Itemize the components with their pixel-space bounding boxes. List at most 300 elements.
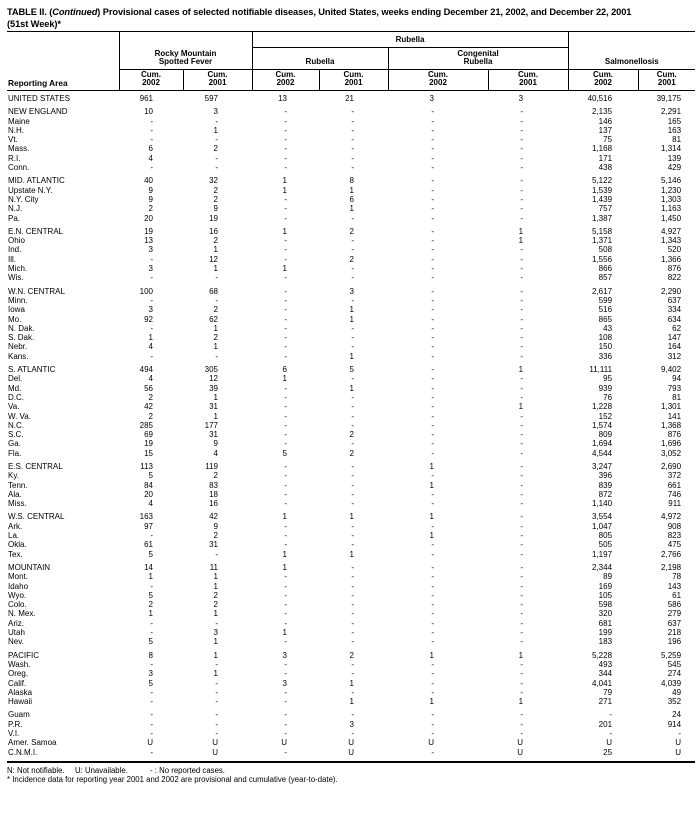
value-cell: - xyxy=(431,392,434,402)
value-cell: 1 xyxy=(213,392,218,402)
value-cell: - xyxy=(520,461,524,471)
value-cell: - xyxy=(150,125,153,135)
area-cell: Maine xyxy=(8,116,30,126)
value-cell: - xyxy=(150,135,153,145)
value-cell: 3 xyxy=(282,650,287,660)
value-cell: 3 xyxy=(213,107,218,117)
value-cell: 586 xyxy=(667,600,682,610)
table-row xyxy=(7,117,695,126)
value-cell: 793 xyxy=(667,383,682,393)
value-cell: 1 xyxy=(282,512,287,522)
value-cell: 76 xyxy=(603,392,613,402)
value-cell: - xyxy=(215,659,218,669)
value-cell: 171 xyxy=(598,153,613,163)
table-row xyxy=(7,186,695,195)
value-cell: 165 xyxy=(667,116,682,126)
value-cell: - xyxy=(284,125,287,135)
value-cell: - xyxy=(431,562,434,572)
value-cell: U xyxy=(428,738,434,748)
value-cell: 5,259 xyxy=(661,650,682,660)
header-corner-cell xyxy=(7,32,119,48)
value-cell: 3 xyxy=(148,264,153,274)
value-cell: - xyxy=(431,600,434,610)
area-cell: Minn. xyxy=(8,295,28,305)
header-col-rmsf-2002: Cum. 2002 xyxy=(119,70,183,91)
value-cell: - xyxy=(431,383,434,393)
value-cell: - xyxy=(351,659,354,669)
table-row xyxy=(7,531,695,540)
area-cell: Ky. xyxy=(8,471,19,481)
value-cell: - xyxy=(431,499,434,509)
value-cell: U xyxy=(675,747,682,757)
value-cell: - xyxy=(431,430,434,440)
value-cell: - xyxy=(351,236,354,246)
table-row xyxy=(7,651,695,660)
value-cell: 1 xyxy=(213,572,218,582)
value-cell: - xyxy=(351,590,354,600)
value-cell: 1 xyxy=(429,697,434,707)
value-cell: 1,387 xyxy=(592,213,613,223)
value-cell: 100 xyxy=(139,286,153,296)
value-cell: - xyxy=(215,729,218,738)
value-cell: 150 xyxy=(598,342,613,352)
value-cell: - xyxy=(431,351,434,361)
notifiable-diseases-table xyxy=(7,31,695,757)
value-cell: - xyxy=(520,499,524,509)
value-cell: 40 xyxy=(144,176,153,186)
table-bottom-rule xyxy=(7,761,695,763)
value-cell: - xyxy=(215,295,218,305)
table-title-line2: (51st Week)* xyxy=(7,18,61,29)
value-cell: - xyxy=(431,125,434,135)
value-cell: - xyxy=(678,729,682,738)
value-cell: - xyxy=(431,245,434,255)
table-row xyxy=(7,227,695,236)
value-cell: - xyxy=(431,273,434,283)
table-row xyxy=(7,697,695,706)
value-cell: - xyxy=(284,637,287,647)
value-cell: 61 xyxy=(144,540,153,550)
value-cell: 746 xyxy=(667,489,682,499)
value-cell: 169 xyxy=(598,581,613,591)
value-cell: - xyxy=(520,609,524,619)
value-cell: 1 xyxy=(518,402,524,412)
value-cell: - xyxy=(351,489,354,499)
value-cell: 146 xyxy=(598,116,613,126)
value-cell: 1 xyxy=(282,628,287,638)
value-cell: 94 xyxy=(672,374,682,384)
value-cell: - xyxy=(520,176,524,186)
area-cell: D.C. xyxy=(8,392,24,402)
value-cell: 1,168 xyxy=(592,144,613,154)
value-cell: - xyxy=(215,153,218,163)
value-cell: - xyxy=(351,669,354,679)
value-cell: 1,539 xyxy=(592,185,613,195)
footnotes xyxy=(7,766,694,785)
value-cell: - xyxy=(150,581,153,591)
value-cell: - xyxy=(284,286,287,296)
value-cell: - xyxy=(520,185,524,195)
value-cell: 9 xyxy=(148,194,153,204)
value-cell: - xyxy=(215,719,218,729)
value-cell: 438 xyxy=(598,163,613,173)
table-row xyxy=(7,591,695,600)
value-cell: 3 xyxy=(349,719,354,729)
table-row xyxy=(7,195,695,204)
area-cell: Mass. xyxy=(8,144,30,154)
value-cell: - xyxy=(431,628,434,638)
area-cell: UNITED STATES xyxy=(8,94,70,103)
value-cell: 2 xyxy=(349,448,354,458)
value-cell: - xyxy=(431,448,434,458)
table-row xyxy=(7,499,695,508)
value-cell: - xyxy=(284,295,287,305)
value-cell: - xyxy=(520,710,524,720)
value-cell: 1 xyxy=(213,125,218,135)
value-cell: - xyxy=(284,213,287,223)
value-cell: - xyxy=(520,125,524,135)
value-cell: - xyxy=(284,135,287,145)
value-cell: - xyxy=(520,562,524,572)
table-row xyxy=(7,352,695,361)
value-cell: 1 xyxy=(349,549,354,559)
value-cell: U xyxy=(517,747,524,757)
value-cell: - xyxy=(351,531,354,541)
value-cell: 1 xyxy=(213,669,218,679)
value-cell: 62 xyxy=(672,323,682,333)
value-cell: 12 xyxy=(209,374,218,384)
value-cell: 2,344 xyxy=(592,562,613,572)
value-cell: - xyxy=(431,581,434,591)
value-cell: 2,766 xyxy=(661,549,682,559)
area-cell: Guam xyxy=(8,710,30,720)
table-row xyxy=(7,393,695,402)
table-row xyxy=(7,324,695,333)
value-cell: - xyxy=(520,719,524,729)
value-cell: 3 xyxy=(518,94,524,103)
value-cell: - xyxy=(520,383,524,393)
value-cell: - xyxy=(351,213,354,223)
value-cell: 508 xyxy=(598,245,613,255)
value-cell: 40,516 xyxy=(587,94,613,103)
value-cell: 18 xyxy=(209,489,218,499)
value-cell: 177 xyxy=(204,420,218,430)
table-row xyxy=(7,214,695,223)
value-cell: 520 xyxy=(667,245,682,255)
value-cell: 2 xyxy=(213,590,218,600)
value-cell: - xyxy=(520,572,524,582)
value-cell: - xyxy=(520,194,524,204)
value-cell: - xyxy=(609,710,613,720)
value-cell: - xyxy=(150,710,153,720)
table-row xyxy=(7,669,695,678)
area-cell: N. Mex. xyxy=(8,609,36,619)
value-cell: - xyxy=(215,678,218,688)
value-cell: 2 xyxy=(349,650,354,660)
value-cell: - xyxy=(520,264,524,274)
value-cell: 137 xyxy=(598,125,613,135)
value-cell: 3 xyxy=(349,286,354,296)
value-cell: 1 xyxy=(282,176,287,186)
value-cell: - xyxy=(351,471,354,481)
value-cell: - xyxy=(284,729,287,738)
value-cell: 1 xyxy=(518,650,524,660)
value-cell: - xyxy=(520,687,524,697)
value-cell: - xyxy=(284,439,287,449)
value-cell: 1 xyxy=(213,581,218,591)
value-cell: 634 xyxy=(667,314,682,324)
value-cell: 9,402 xyxy=(661,365,682,375)
header-spacer-cell xyxy=(7,48,119,70)
value-cell: 2 xyxy=(148,600,153,610)
value-cell: - xyxy=(215,135,218,145)
value-cell: - xyxy=(520,521,524,531)
value-cell: 1,303 xyxy=(661,194,682,204)
value-cell: - xyxy=(431,365,434,375)
value-cell: - xyxy=(520,669,524,679)
value-cell: - xyxy=(520,153,524,163)
area-cell: Miss. xyxy=(8,499,27,509)
value-cell: 61 xyxy=(672,590,682,600)
value-cell: - xyxy=(351,637,354,647)
value-cell: 9 xyxy=(148,185,153,195)
value-cell: 1,371 xyxy=(592,236,613,246)
value-cell: - xyxy=(351,687,354,697)
value-cell: - xyxy=(351,392,354,402)
value-cell: 1 xyxy=(282,562,287,572)
value-cell: 201 xyxy=(598,719,613,729)
area-cell: E.N. CENTRAL xyxy=(8,226,64,236)
value-cell: 2 xyxy=(148,204,153,214)
area-cell: E.S. CENTRAL xyxy=(8,461,63,471)
value-cell: - xyxy=(520,637,524,647)
value-cell: 5,158 xyxy=(592,226,613,236)
value-cell: 147 xyxy=(667,333,682,343)
value-cell: - xyxy=(284,420,287,430)
area-cell: N.Y. City xyxy=(8,194,39,204)
value-cell: - xyxy=(150,351,153,361)
value-cell: - xyxy=(431,204,434,214)
value-cell: 914 xyxy=(667,719,682,729)
value-cell: 1 xyxy=(349,351,354,361)
table-row xyxy=(7,600,695,609)
value-cell: 1 xyxy=(349,185,354,195)
value-cell: 1,197 xyxy=(592,549,613,559)
header-group-salmonellosis: Salmonellosis xyxy=(568,32,695,70)
value-cell: 9 xyxy=(213,204,218,214)
value-cell: - xyxy=(351,480,354,490)
value-cell: - xyxy=(284,402,287,412)
value-cell: 4,041 xyxy=(592,678,613,688)
value-cell: - xyxy=(284,107,287,117)
value-cell: - xyxy=(431,549,434,559)
value-cell: 42 xyxy=(144,402,153,412)
value-cell: 823 xyxy=(667,531,682,541)
value-cell: 1 xyxy=(213,342,218,352)
value-cell: - xyxy=(215,163,218,173)
area-cell: Mont. xyxy=(8,572,29,582)
value-cell: U xyxy=(281,738,287,748)
value-cell: - xyxy=(431,295,434,305)
value-cell: - xyxy=(431,226,434,236)
value-cell: 2 xyxy=(213,194,218,204)
value-cell: 1 xyxy=(282,549,287,559)
value-cell: - xyxy=(431,213,434,223)
value-cell: 163 xyxy=(139,512,153,522)
value-cell: - xyxy=(284,116,287,126)
table-row xyxy=(7,688,695,697)
value-cell: - xyxy=(284,719,287,729)
value-cell: 5 xyxy=(148,678,153,688)
value-cell: 81 xyxy=(672,392,682,402)
value-cell: 1 xyxy=(429,531,434,541)
value-cell: - xyxy=(150,295,153,305)
value-cell: 1 xyxy=(213,264,218,274)
table-row xyxy=(7,333,695,342)
value-cell: - xyxy=(284,430,287,440)
table-row xyxy=(7,439,695,448)
value-cell: 11,111 xyxy=(589,365,613,375)
value-cell: 2 xyxy=(213,236,218,246)
value-cell: - xyxy=(284,163,287,173)
value-cell: 598 xyxy=(598,600,613,610)
value-cell: 1,228 xyxy=(592,402,613,412)
value-cell: - xyxy=(284,659,287,669)
value-cell: - xyxy=(520,286,524,296)
value-cell: - xyxy=(284,540,287,550)
footnote-incidence: * Incidence data for reporting year 2001 and 2002 are provisional and cumulative (year-to-date). xyxy=(7,775,338,785)
value-cell: 2 xyxy=(148,392,153,402)
value-cell: - xyxy=(284,489,287,499)
table-row xyxy=(7,710,695,719)
area-cell: Pa. xyxy=(8,213,21,223)
value-cell: 2,135 xyxy=(592,107,613,117)
value-cell: 637 xyxy=(667,618,682,628)
table-row xyxy=(7,481,695,490)
value-cell: 183 xyxy=(598,637,613,647)
value-cell: 285 xyxy=(139,420,153,430)
value-cell: - xyxy=(284,710,287,720)
value-cell: - xyxy=(431,135,434,145)
value-cell: - xyxy=(431,286,434,296)
value-cell: - xyxy=(431,540,434,550)
area-cell: Mo. xyxy=(8,314,22,324)
value-cell: - xyxy=(351,540,354,550)
table-row xyxy=(7,107,695,116)
value-cell: 31 xyxy=(209,540,218,550)
value-cell: 2 xyxy=(148,411,153,421)
value-cell: - xyxy=(284,342,287,352)
value-cell: 1 xyxy=(282,374,287,384)
value-cell: 939 xyxy=(598,383,613,393)
table-row xyxy=(7,273,695,282)
value-cell: - xyxy=(150,254,153,264)
value-cell: 39 xyxy=(209,383,218,393)
value-cell: - xyxy=(520,333,524,343)
table-row xyxy=(7,412,695,421)
value-cell: 32 xyxy=(209,176,218,186)
value-cell: U xyxy=(212,738,218,748)
table-row xyxy=(7,296,695,305)
value-cell: - xyxy=(520,549,524,559)
value-cell: - xyxy=(351,461,354,471)
header-col-rubella-2002: Cum. 2002 xyxy=(252,70,319,91)
value-cell: 92 xyxy=(144,314,153,324)
table-row xyxy=(7,315,695,324)
value-cell: - xyxy=(431,163,434,173)
value-cell: - xyxy=(150,697,153,707)
value-cell: 4,972 xyxy=(661,512,682,522)
value-cell: 3 xyxy=(148,669,153,679)
area-cell: Idaho xyxy=(8,581,29,591)
area-cell: Okla. xyxy=(8,540,27,550)
value-cell: 3 xyxy=(148,305,153,315)
area-cell: N. Dak. xyxy=(8,323,35,333)
value-cell: 3,554 xyxy=(592,512,613,522)
value-cell: - xyxy=(431,729,434,738)
value-cell: 320 xyxy=(598,609,613,619)
value-cell: 1 xyxy=(282,226,287,236)
value-cell: - xyxy=(284,697,287,707)
value-cell: 5 xyxy=(282,448,287,458)
value-cell: - xyxy=(520,678,524,688)
value-cell: - xyxy=(284,144,287,154)
area-cell: Md. xyxy=(8,383,22,393)
value-cell: 95 xyxy=(603,374,613,384)
value-cell: 1 xyxy=(429,461,434,471)
value-cell: - xyxy=(520,659,524,669)
value-cell: - xyxy=(150,687,153,697)
value-cell: - xyxy=(431,402,434,412)
value-cell: - xyxy=(284,480,287,490)
value-cell: 1 xyxy=(518,236,524,246)
value-cell: - xyxy=(431,305,434,315)
value-cell: 6 xyxy=(282,365,287,375)
value-cell: - xyxy=(431,107,434,117)
table-row xyxy=(7,154,695,163)
value-cell: - xyxy=(150,618,153,628)
value-cell: - xyxy=(284,236,287,246)
area-cell: V.I. xyxy=(8,729,20,738)
area-cell: Ohio xyxy=(8,236,25,246)
value-cell: - xyxy=(520,581,524,591)
value-cell: - xyxy=(431,185,434,195)
value-cell: - xyxy=(284,245,287,255)
value-cell: - xyxy=(431,710,434,720)
value-cell: 1,366 xyxy=(661,254,682,264)
area-cell: P.R. xyxy=(8,719,23,729)
value-cell: - xyxy=(431,637,434,647)
table-row xyxy=(7,619,695,628)
area-cell: Calif. xyxy=(8,678,27,688)
value-cell: - xyxy=(520,374,524,384)
value-cell: 1 xyxy=(213,323,218,333)
value-cell: 1,301 xyxy=(661,402,682,412)
value-cell: - xyxy=(351,125,354,135)
value-cell: 908 xyxy=(667,521,682,531)
value-cell: 43 xyxy=(603,323,613,333)
value-cell: 56 xyxy=(144,383,153,393)
value-cell: 1,694 xyxy=(592,439,613,449)
table-row xyxy=(7,738,695,747)
area-cell: Ala. xyxy=(8,489,22,499)
area-cell: Wis. xyxy=(8,273,24,283)
value-cell: - xyxy=(431,521,434,531)
value-cell: - xyxy=(351,411,354,421)
value-cell: 334 xyxy=(667,305,682,315)
area-cell: Kans. xyxy=(8,351,29,361)
value-cell: - xyxy=(431,314,434,324)
